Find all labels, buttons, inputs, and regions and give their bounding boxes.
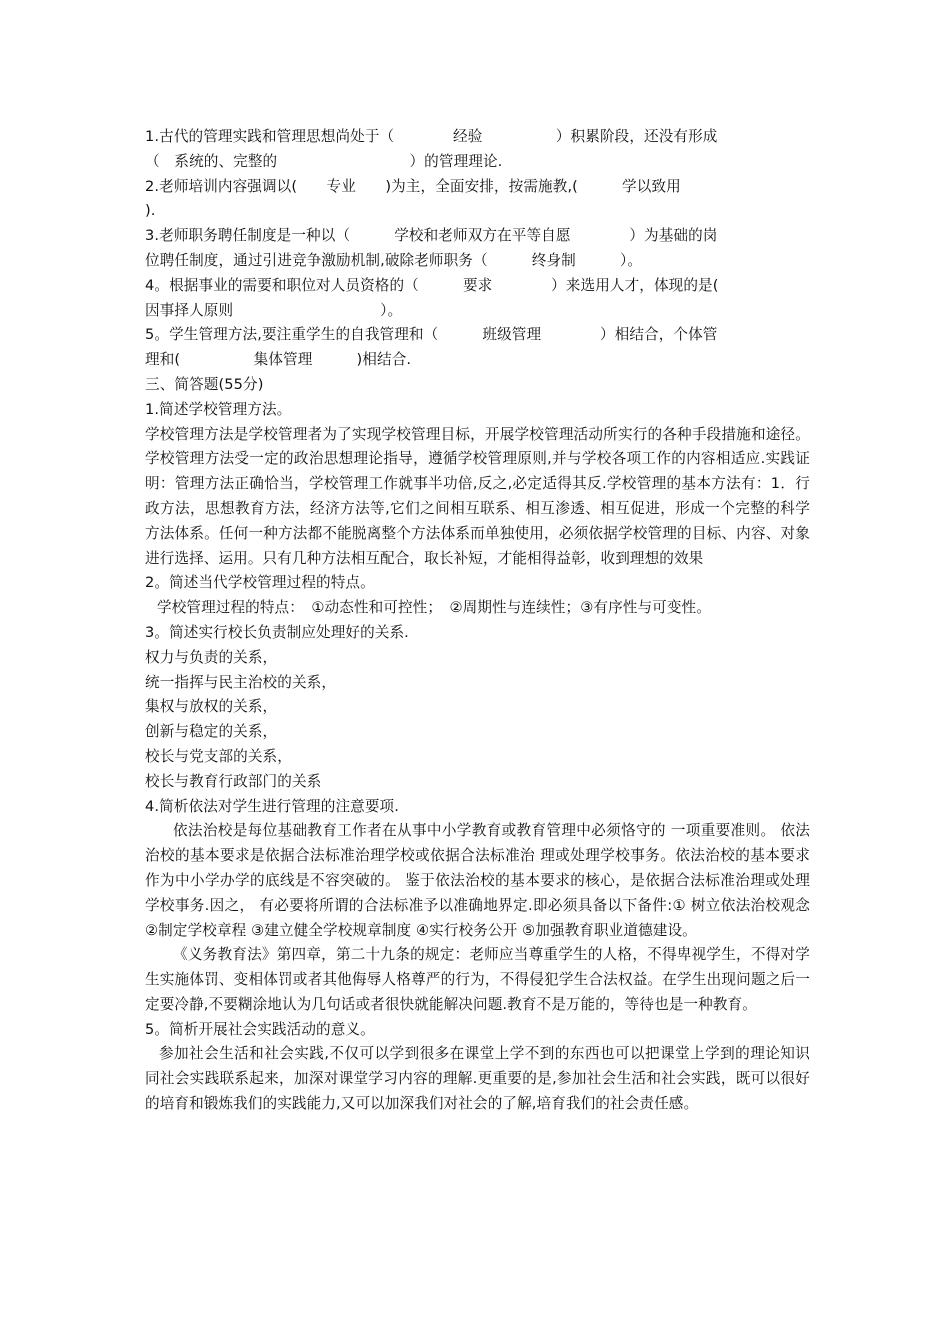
text-line: 1.古代的管理实践和管理思想尚处于（ 经验 ）积累阶段，还没有形成 (145, 128, 718, 145)
list-item: 集权与放权的关系， (145, 698, 278, 716)
list-item: 统一指挥与民主治校的关系， (145, 673, 337, 691)
list-item: 校长与教育行政部门的关系 (145, 772, 322, 790)
answer-paragraph-5: 参加社会生活和社会实践,不仅可以学到很多在课堂上学不到的东西也可以把课堂上学到的理论知识同社会实践联系起来，加深对课堂学习内容的理解.更重要的是,参加社会生活和社会实践，既可以很好的培育和锻炼我们的实践能力,又可以加深我们对社会的了解,培育我们的社会责任感。 (145, 1045, 810, 1113)
section-title: 三、简答题(55分) (145, 375, 264, 393)
fill-blank-question-1 (145, 125, 810, 175)
list-item: 校长与党支部的关系， (145, 747, 292, 765)
text-line: 理和( 集体管理 )相结合. (145, 351, 412, 369)
fill-blank-question-3 (145, 224, 810, 274)
list-item: 权力与负责的关系， (145, 648, 278, 666)
text-line: 因事择人原则 ）。 (145, 301, 403, 319)
text-line: 位聘任制度，通过引进竞争激励机制,破除老师职务（ 终身制 ）。 (145, 251, 643, 269)
text-line: 3.老师职务聘任制度是一种以（ 学校和老师双方在平等自愿 ）为基础的岗 (145, 227, 718, 245)
question-title-2: 2。简述当代学校管理过程的特点。 (145, 574, 375, 592)
question-title-4: 4.简析依法对学生进行管理的注意要项. (145, 797, 399, 815)
list-item: 创新与稳定的关系， (145, 723, 278, 741)
answer-paragraph-2: 学校管理过程的特点： ①动态性和可控性； ②周期性与连续性；③有序性与可变性。 (157, 599, 711, 617)
text-line: 5。学生管理方法,要注重学生的自我管理和（ 班级管理 ）相结合，个体管 (145, 326, 718, 344)
text-line: ). (145, 202, 156, 220)
text-line: 4。根据事业的需要和职位对人员资格的（ 要求 ）来选用人才，体现的是( (145, 276, 719, 294)
text-line: 2.老师培训内容强调以( 专业 )为主，全面安排，按需施教,( 学以致用 (145, 177, 681, 195)
fill-blank-question-5 (145, 323, 810, 373)
question-title-1: 1.简述学校管理方法。 (145, 400, 292, 418)
fill-blank-question-4 (145, 274, 810, 324)
answer-paragraph-1: 学校管理方法是学校管理者为了实现学校管理目标，开展学校管理活动所实行的各种手段措施和途径。学校管理方法受一定的政治思想理论指导，遵循学校管理原则,并与学校各项工作的内容相适应.实践证明：管理方法正确恰当，学校管理工作就事半功倍,反之,必定适得其反.学校管理的基本方法有：1．行政方法，思想教育方法，经济方法等,它们之间相互联系、相互渗透、相互促进，形成一个完整的科学方法体系。任何一种方法都不能脱离整个方法体系而单独使用，必须依据学校管理的目标、内容、对象进行选择、运用。只有几种方法相互配合，取长补短，才能相得益彰，收到理想的效果 (145, 425, 810, 567)
fill-blank-question-2 (145, 175, 810, 225)
text-line: （ 系统的、完整的 ）的管理理论. (145, 152, 503, 170)
question-title-3: 3。简述实行校长负责制应处理好的关系. (145, 623, 409, 641)
document-body (145, 125, 810, 1117)
answer-paragraph-4a: 依法治校是每位基础教育工作者在从事中小学教育或教育管理中必须恪守的 一项重要准则。 依法治校的基本要求是依据合法标准治理学校或依据合法标准治 理或处理学校事务。依法治校的基本要求作为中小学办学的底线是不容突破的。 鉴于依法治校的基本要求的核心，是依据合法标准治理或处理学校事务.因之， 有必要将所谓的合法标准予以准确地界定.即必须具备以下备件:① 树立依法治校观念 ②制定学校章程 ③建立健全学校规章制度 ④实行校务公开 ⑤加强教育职业道德建设。 (145, 822, 810, 939)
answer-paragraph-4b: 《义务教育法》第四章，第二十九条的规定：老师应当尊重学生的人格，不得卑视学生，不得对学生实施体罚、变相体罚或者其他侮辱人格尊严的行为，不得侵犯学生合法权益。在学生出现问题之后一定要冷静,不要糊涂地认为几句话或者很快就能解决问题.教育不是万能的，等待也是一种教育。 (145, 946, 810, 1013)
question-title-5: 5。简析开展社会实践活动的意义。 (145, 1020, 375, 1038)
